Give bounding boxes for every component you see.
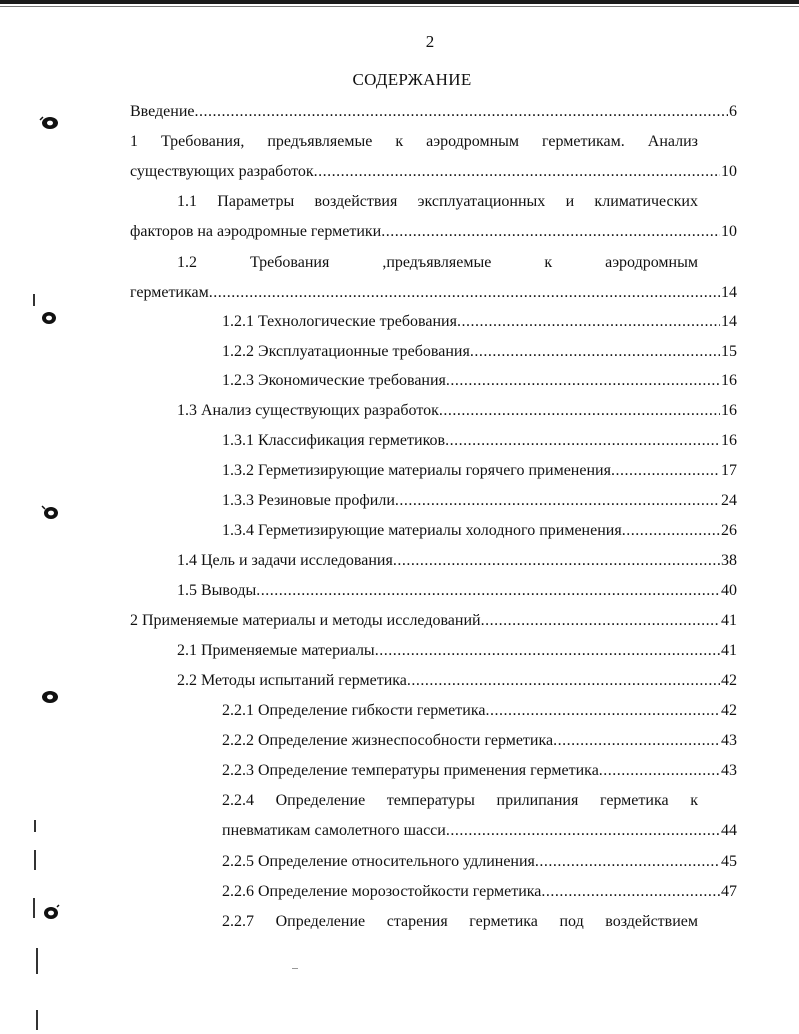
toc-entry: 1.3.3 Резиновые профили ..... 24 [222, 489, 737, 513]
toc-entry: 1.5 Выводы ..... 40 [177, 579, 737, 603]
toc-entry: герметикам ..... 14 [130, 281, 737, 305]
toc-entry: 2.2.1 Определение гибкости герметика ..... 42 [222, 699, 737, 723]
toc-entry: 1.3.1 Классификация герметиков ..... 16 [222, 429, 737, 453]
toc-entry: 1.3.4 Герметизирующие материалы холодного применения ..... 26 [222, 519, 737, 543]
toc-entry: 1.2.3 Экономические требования ..... 16 [222, 369, 737, 393]
toc-entry: 2 Применяемые материалы и методы исследований ..... 41 [130, 609, 737, 633]
toc-entry: факторов на аэродромные герметики ..... 10 [130, 220, 737, 244]
toc-entry: 2.2.3 Определение температуры применения герметика ..... 43 [222, 759, 737, 783]
toc-entry-wrapped-line: 1.1 Параметры воздействия эксплуатационных и климатических [177, 193, 698, 210]
toc-entry: Введение ..... 6 [130, 100, 737, 124]
toc-entry-wrapped-line: 2.2.4 Определение температуры прилипания герметика к [222, 792, 698, 809]
toc-entry: существующих разработок ..... 10 [130, 160, 737, 184]
scan-artifact [292, 968, 298, 969]
toc-entry: 1.3.2 Герметизирующие материалы горячего применения ..... 17 [222, 459, 737, 483]
page-number: 2 [425, 32, 435, 51]
toc-entry: 1.2.2 Эксплуатационные требования ..... 15 [222, 340, 737, 364]
page-title: СОДЕРЖАНИЕ [352, 70, 472, 89]
toc-entry-wrapped-line: 2.2.7 Определение старения герметика под воздействием [222, 913, 698, 930]
toc-entry: пневматикам самолетного шасси ..... 44 [222, 819, 737, 843]
toc-entry: 2.2.2 Определение жизнеспособности герметика ..... 43 [222, 729, 737, 753]
toc-entry: 2.1 Применяемые материалы ..... 41 [177, 639, 737, 663]
toc-entry: 1.3 Анализ существующих разработок ..... 16 [177, 399, 737, 423]
toc-entry-wrapped-line: 1.2 Требования ,предъявляемые к аэродромным [177, 254, 698, 271]
toc-entry-wrapped-line: 1 Требования, предъявляемые к аэродромным герметикам. Анализ [130, 133, 698, 150]
toc-entry: 1.2.1 Технологические требования ..... 14 [222, 310, 737, 334]
toc-entry: 2.2.5 Определение относительного удлинения ..... 45 [222, 850, 737, 874]
toc-entry: 2.2.6 Определение морозостойкости герметика ..... 47 [222, 880, 737, 904]
toc-entry: 1.4 Цель и задачи исследования ..... 38 [177, 549, 737, 573]
toc-entry: 2.2 Методы испытаний герметика ..... 42 [177, 669, 737, 693]
